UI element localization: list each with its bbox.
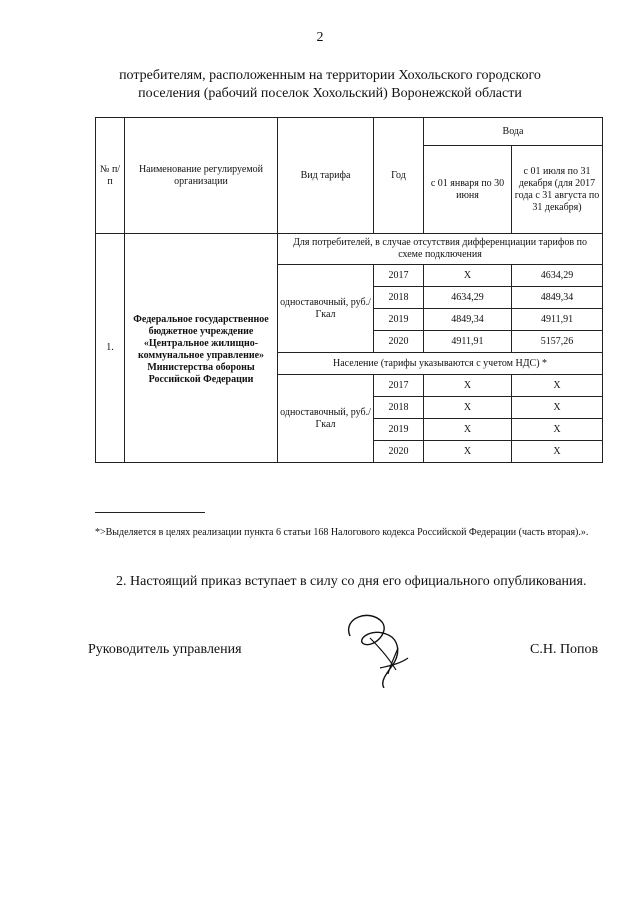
header-num: № п/п — [96, 118, 125, 234]
page-heading — [110, 67, 550, 103]
value-cell: Х — [512, 375, 603, 397]
order-clause: 2. Настоящий приказ вступает в силу со дня его официального опубликования. — [116, 574, 587, 589]
row-number: 1. — [96, 234, 125, 463]
year-cell: 2020 — [374, 331, 424, 353]
heading-line-1: потребителям, расположенным на территории Хохольского городского — [119, 68, 541, 83]
page-number: 2 — [316, 30, 324, 45]
value-cell: 5157,26 — [512, 331, 603, 353]
organization-name: Федеральное государственное бюджетное учреждение «Центральное жилищно-коммунальное управление» Министерства обороны Российской Федерации — [125, 234, 278, 463]
value-cell: 4634,29 — [424, 287, 512, 309]
value-cell: Х — [424, 265, 512, 287]
year-cell: 2018 — [374, 287, 424, 309]
value-cell: 4911,91 — [424, 331, 512, 353]
footnote: *>Выделяется в целях реализации пункта 6 статьи 168 Налогового кодекса Российской Федерации (часть вторая).». — [95, 527, 589, 538]
signatory-name: С.Н. Попов — [530, 642, 599, 657]
heading-line-2: поселения (рабочий поселок Хохольский) Воронежской области — [138, 86, 522, 101]
handwritten-signature — [340, 608, 420, 688]
signatory-title: Руководитель управления — [88, 642, 242, 657]
value-cell: 4911,91 — [512, 309, 603, 331]
section-2-title: Население (тарифы указываются с учетом НДС) * — [278, 353, 603, 375]
value-cell: Х — [512, 397, 603, 419]
section-1-title-row — [96, 234, 603, 265]
header-period-1: с 01 января по 30 июня — [424, 146, 512, 234]
value-cell: Х — [512, 441, 603, 463]
header-tariff-type: Вид тарифа — [278, 118, 374, 234]
section-1-title: Для потребителей, в случае отсутствия дифференциации тарифов по схеме подключения — [278, 234, 603, 265]
year-cell: 2017 — [374, 265, 424, 287]
footnote-divider — [95, 512, 205, 513]
header-water: Вода — [424, 118, 603, 146]
table-header-row — [96, 118, 603, 146]
year-cell: 2018 — [374, 397, 424, 419]
value-cell: Х — [512, 419, 603, 441]
value-cell: 4634,29 — [512, 265, 603, 287]
year-cell: 2017 — [374, 375, 424, 397]
value-cell: Х — [424, 441, 512, 463]
value-cell: Х — [424, 419, 512, 441]
year-cell: 2019 — [374, 309, 424, 331]
value-cell: 4849,34 — [424, 309, 512, 331]
section-2-tariff-type: одноставочный, руб./Гкал — [278, 375, 374, 463]
value-cell: Х — [424, 375, 512, 397]
header-period-2: с 01 июля по 31 декабря (для 2017 года с 31 августа по 31 декабря) — [512, 146, 603, 234]
header-year: Год — [374, 118, 424, 234]
header-org: Наименование регулируемой организации — [125, 118, 278, 234]
year-cell: 2019 — [374, 419, 424, 441]
section-1-tariff-type: одноставочный, руб./Гкал — [278, 265, 374, 353]
value-cell: Х — [424, 397, 512, 419]
year-cell: 2020 — [374, 441, 424, 463]
tariff-table — [95, 117, 603, 463]
value-cell: 4849,34 — [512, 287, 603, 309]
